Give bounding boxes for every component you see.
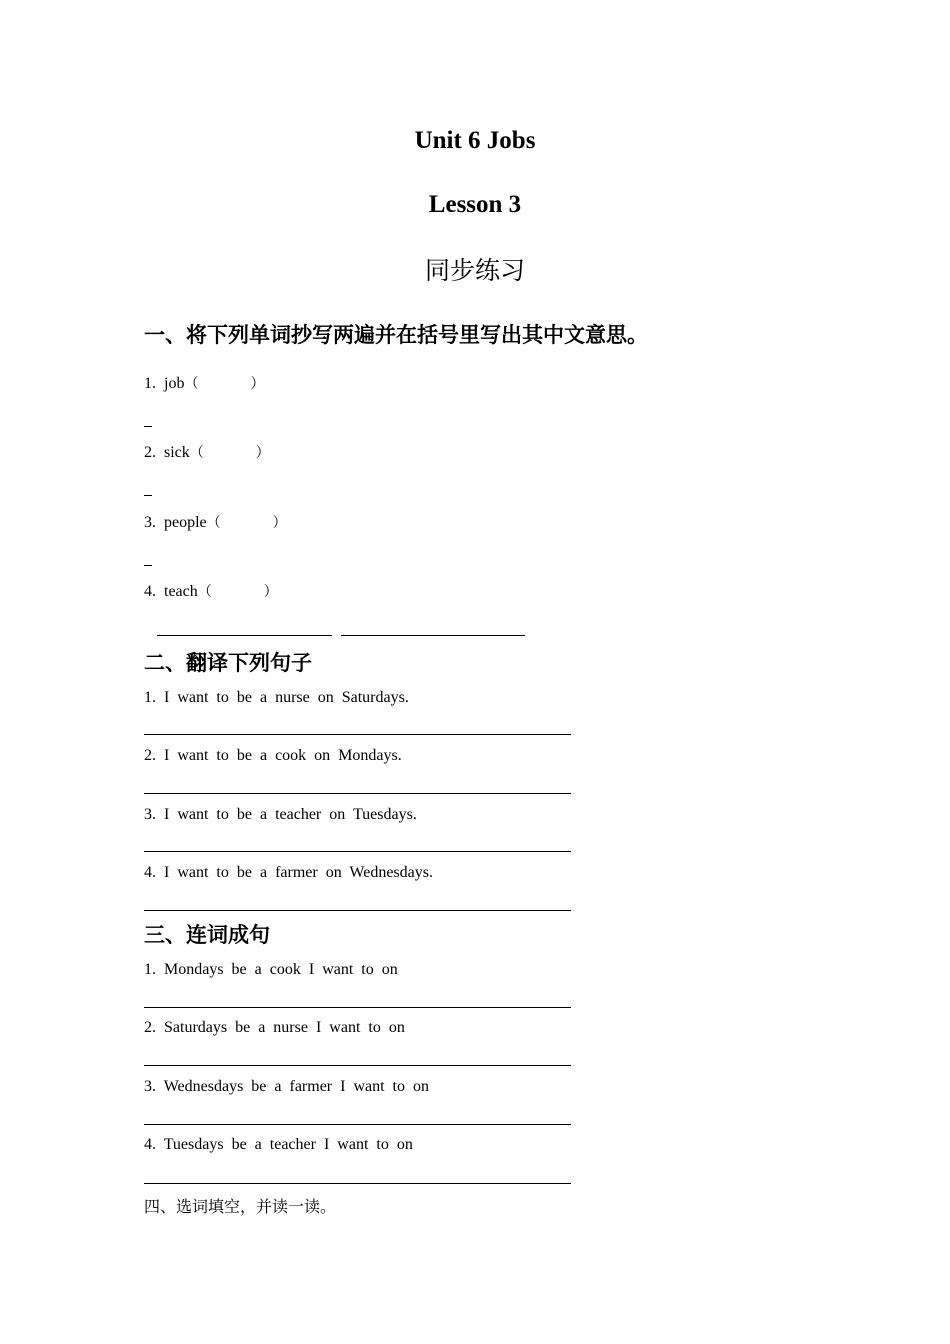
open-paren: （: [197, 584, 212, 600]
close-paren: ）: [272, 515, 287, 531]
answer-line[interactable]: [144, 910, 571, 911]
close-paren: ）: [263, 584, 278, 600]
copy-line-1[interactable]: [157, 635, 332, 636]
translate-item-3: 3. I want to be a teacher on Tuesdays.: [144, 806, 417, 823]
unit-title: Unit 6 Jobs: [414, 127, 536, 154]
answer-line[interactable]: [144, 1065, 571, 1066]
answer-line[interactable]: [144, 851, 571, 852]
copy-dash: [144, 565, 152, 566]
reorder-item-3: 3. Wednesdays be a farmer I want to on: [144, 1078, 429, 1095]
reorder-item-4: 4. Tuesdays be a teacher I want to on: [144, 1136, 413, 1153]
word-item-4: [144, 582, 278, 602]
answer-line[interactable]: [144, 793, 571, 794]
lesson-title: Lesson 3: [428, 191, 522, 218]
copy-line-2[interactable]: [341, 635, 525, 636]
section-1-heading: 一、将下列单词抄写两遍并在括号里写出其中文意思。: [144, 323, 648, 347]
word-item-3: [144, 513, 287, 533]
section-2-heading: 二、翻译下列句子: [144, 651, 312, 675]
answer-line[interactable]: [144, 1007, 571, 1008]
open-paren: （: [206, 515, 221, 531]
word-item-label: 1. job: [144, 375, 185, 392]
section-3-heading: 三、连词成句: [144, 923, 270, 947]
close-paren: ）: [250, 376, 265, 392]
word-item-label: 2. sick: [144, 444, 190, 461]
answer-line[interactable]: [144, 734, 571, 735]
close-paren: ）: [255, 445, 270, 461]
open-paren: （: [189, 445, 204, 461]
translate-item-4: 4. I want to be a farmer on Wednesdays.: [144, 864, 433, 881]
open-paren: （: [184, 376, 199, 392]
answer-line[interactable]: [144, 1183, 571, 1184]
worksheet-subtitle: 同步练习: [424, 256, 525, 285]
answer-line[interactable]: [144, 1124, 571, 1125]
copy-dash: [144, 495, 152, 496]
section-4-heading: 四、选词填空，并读一读。: [144, 1197, 337, 1216]
word-item-label: 3. people: [144, 514, 207, 531]
reorder-item-1: 1. Mondays be a cook I want to on: [144, 961, 398, 978]
word-item-1: [144, 374, 264, 394]
copy-dash: [144, 426, 152, 427]
translate-item-1: 1. I want to be a nurse on Saturdays.: [144, 689, 409, 706]
word-item-2: [144, 443, 270, 463]
word-item-label: 4. teach: [144, 583, 198, 600]
reorder-item-2: 2. Saturdays be a nurse I want to on: [144, 1019, 405, 1036]
translate-item-2: 2. I want to be a cook on Mondays.: [144, 747, 402, 764]
